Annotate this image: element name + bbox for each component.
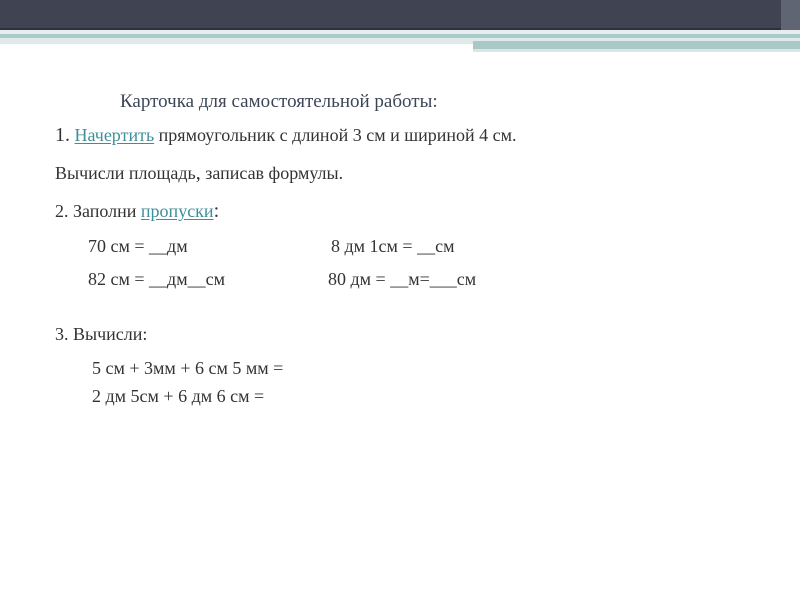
- fill-blank-item: 8 дм 1см = __см: [331, 236, 455, 256]
- worksheet-title: Карточка для самостоятельной работы:: [120, 91, 438, 112]
- task-3-title: 3. Вычисли:: [55, 324, 148, 344]
- task-2-link[interactable]: пропуски: [140, 201, 214, 221]
- task-2-colon: :: [213, 200, 220, 222]
- calc-line: 2 дм 5см + 6 дм 6 см =: [92, 386, 265, 406]
- task-1-link[interactable]: Начертить: [74, 125, 155, 145]
- task-1-number: 1.: [55, 124, 70, 146]
- task-1-area-text: Вычисли площадь: [55, 163, 196, 183]
- task-2-prefix: 2. Заполни: [55, 201, 137, 221]
- calc-line: 5 см + 3мм + 6 см 5 мм =: [92, 358, 284, 378]
- fill-blank-item: 80 дм = __м=___см: [328, 269, 477, 289]
- fill-blank-row: [88, 268, 608, 290]
- task-1-area-text-2: записав формулы.: [200, 163, 344, 183]
- task-1-area-comma: ,: [195, 162, 201, 184]
- task-1-area: [55, 162, 343, 184]
- fill-blank-item: 82 см = __дм__см: [88, 269, 225, 289]
- task-1: [55, 124, 517, 146]
- task-2: [55, 200, 219, 222]
- fill-blank-item: 70 см = __дм: [88, 236, 188, 256]
- task-1-text: прямоугольник с длиной 3 см и шириной 4 см.: [158, 125, 517, 145]
- fill-blank-row: [88, 235, 608, 257]
